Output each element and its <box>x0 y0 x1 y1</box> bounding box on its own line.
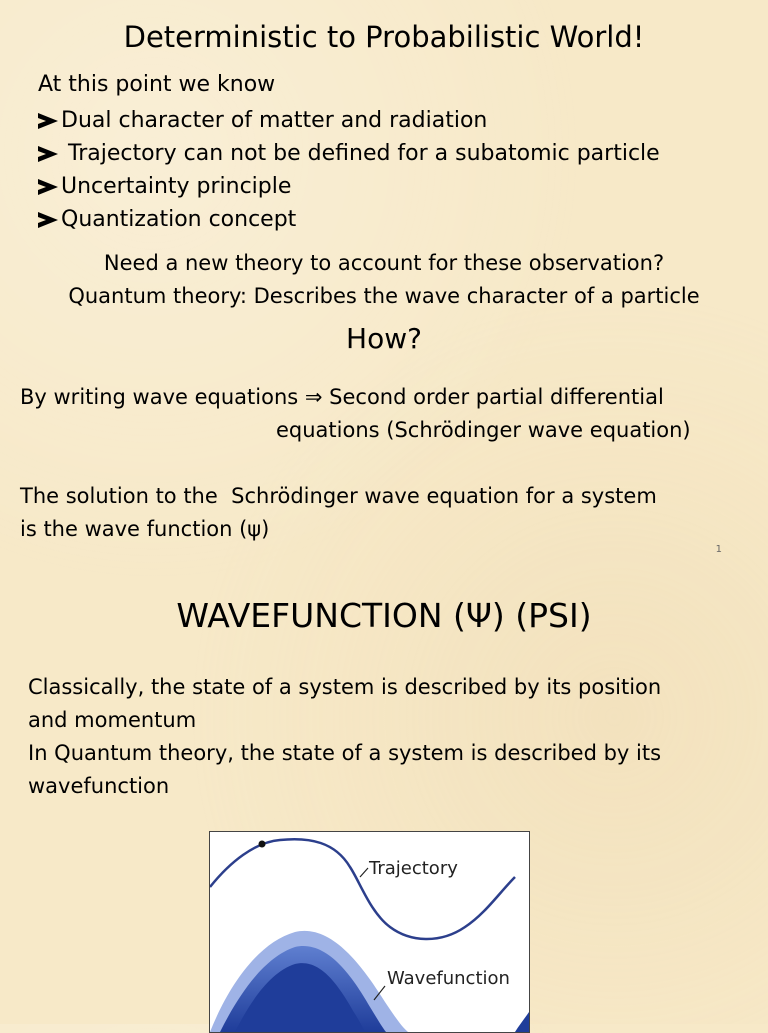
bullet-item <box>38 137 660 170</box>
wave-equation-text-line-2: equations (Schrödinger wave equation) <box>276 418 691 442</box>
state-line: and momentum <box>28 708 197 732</box>
state-line: Classically, the state of a system is described by its position <box>28 675 662 699</box>
trajectory-curve <box>210 839 515 939</box>
state-description <box>28 671 661 803</box>
arrow-bullet-icon <box>38 146 58 162</box>
trajectory-wavefunction-figure <box>209 831 530 1033</box>
slide-2 <box>0 570 768 1024</box>
how-heading: How? <box>346 322 422 355</box>
need-theory-text: Need a new theory to account for these observation? <box>103 251 665 275</box>
bullet-list <box>38 104 660 236</box>
bullet-item <box>38 203 660 236</box>
arrow-bullet-icon <box>38 179 58 195</box>
bullet-text: Dual character of matter and radiation <box>61 108 488 133</box>
state-line: wavefunction <box>28 774 170 798</box>
slide-1-title: Deterministic to Probabilistic World! <box>123 20 645 54</box>
quantum-theory-text: Quantum theory: Describes the wave character of a particle <box>68 284 700 308</box>
bullet-text: Uncertainty principle <box>61 174 292 199</box>
bullet-item <box>38 104 660 137</box>
bullet-text: Quantization concept <box>61 207 297 232</box>
slide-2-title: WAVEFUNCTION (Ψ) (PSI) <box>176 596 592 635</box>
particle-dot <box>259 841 266 848</box>
trajectory-label: Trajectory <box>369 858 458 879</box>
bullet-item <box>38 170 660 203</box>
solution-text-line-1: The solution to the Schrödinger wave equation for a system <box>20 484 657 508</box>
slide-number: 1 <box>715 544 722 555</box>
state-line: In Quantum theory, the state of a system is described by its <box>28 741 662 765</box>
arrow-bullet-icon <box>38 212 58 228</box>
figure-svg <box>210 832 529 1032</box>
bullet-text: Trajectory can not be defined for a subatomic particle <box>61 141 660 166</box>
wave-equation-text-line-1: By writing wave equations ⇒ Second order partial differential <box>20 385 664 409</box>
arrow-bullet-icon <box>38 113 58 129</box>
wavefunction-label: Wavefunction <box>387 968 510 989</box>
intro-text: At this point we know <box>38 72 276 97</box>
wavefunction-edge <box>515 1012 529 1032</box>
solution-text-line-2: is the wave function (ψ) <box>20 517 270 541</box>
trajectory-label-leader <box>360 868 368 877</box>
